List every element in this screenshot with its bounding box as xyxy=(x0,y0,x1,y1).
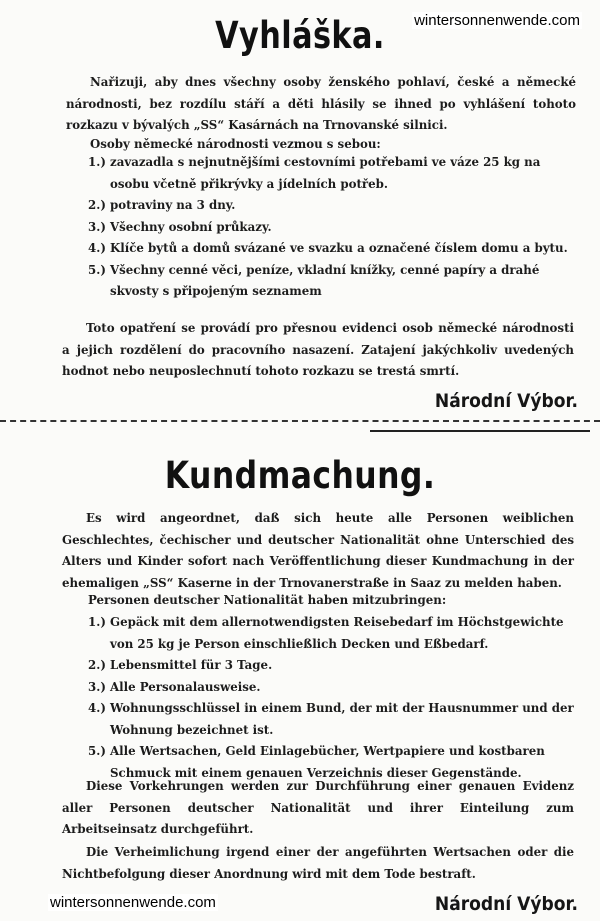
german-item: 5.) Alle Wertsachen, Geld Einlagebücher, Wertpapiere und kostbaren Schmuck mit einem genauen Verzeichnis dieser Gegenstände. xyxy=(88,744,545,780)
german-penalty: Die Verheimlichung irgend einer der angeführten Wertsachen oder die Nichtbefolgung dieser Anordnung wird mit dem Tode bestraft. xyxy=(62,845,574,881)
czech-item: 2.) potraviny na 3 dny. xyxy=(88,198,236,212)
german-item: 4.) Wohnungsschlüssel in einem Bund, der mit der Hausnummer und der Wohnung bezeichnet ist. xyxy=(88,701,574,737)
german-item: 1.) Gepäck mit dem allernotwendigsten Reisebedarf im Höchstgewichte von 25 kg je Person einschließlich Decken und Eßbedarf. xyxy=(88,615,564,651)
czech-subhead: Osoby německé národnosti vezmou s sebou: xyxy=(90,137,381,151)
czech-intro: Nařizuji, aby dnes všechny osoby ženského pohlaví, české a německé národnosti, bez rozdílu stáří a děti hlásily se ihned po vyhlášení tohoto rozkazu v bývalých „SS“ Kasárnách na Trnovanské silnici. xyxy=(66,75,576,132)
czech-closing: Toto opatření se provádí pro přesnou evidenci osob německé národnosti a jejich rozdělení do pracovního nasazení. Zatajení jakýchkoliv uvedených hodnot nebo neuposlechnutí tohoto rozkazu se trestá smrtí. xyxy=(62,321,574,378)
watermark-top: wintersonnenwende.com xyxy=(414,12,580,29)
german-list xyxy=(88,612,578,784)
german-closing: Diese Vorkehrungen werden zur Durchführung einer genauen Evidenz aller Personen deutscher Nationalität und ihrer Einteilung zum Arbeitseinsatz durchgeführt. xyxy=(62,779,574,836)
divider-line xyxy=(370,430,590,432)
czech-item: 3.) Všechny osobní průkazy. xyxy=(88,219,272,234)
czech-item: 1.) zavazadla s nejnutnějšími cestovními potřebami ve váze 25 kg na osobu včetně přikrývky a jídelních potřeb. xyxy=(88,155,541,191)
german-item: 2.) Lebensmittel für 3 Tage. xyxy=(88,658,273,672)
czech-item: 4.) Klíče bytů a domů svázané ve svazku a označené číslem domu a bytu. xyxy=(88,241,568,255)
watermark-bottom: wintersonnenwende.com xyxy=(50,894,216,911)
divider xyxy=(0,420,600,422)
czech-item: 5.) Všechny cenné věci, peníze, vkladní knížky, cenné papíry a drahé skvosty s připojeným seznamem xyxy=(88,262,540,298)
czech-signature: Národní Výbor. xyxy=(434,390,578,412)
german-item: 3.) Alle Personalausweise. xyxy=(88,679,261,694)
german-signature: Národní Výbor. xyxy=(434,893,578,915)
german-title: Kundmachung. xyxy=(164,454,436,497)
german-subhead: Personen deutscher Nationalität haben mitzubringen: xyxy=(88,593,447,607)
czech-title: Vyhláška. xyxy=(215,14,385,57)
german-intro: Es wird angeordnet, daß sich heute alle Personen weiblichen Geschlechtes, čechischer und deutscher Nationalität ohne Unterschied des Alters und Kinder sofort nach Veröffentlichung dieser Kundmachung in der ehemaligen „SS“ Kaserne in der Trnovanerstraße in Saaz zu melden haben. xyxy=(62,511,574,590)
czech-list xyxy=(88,152,578,303)
